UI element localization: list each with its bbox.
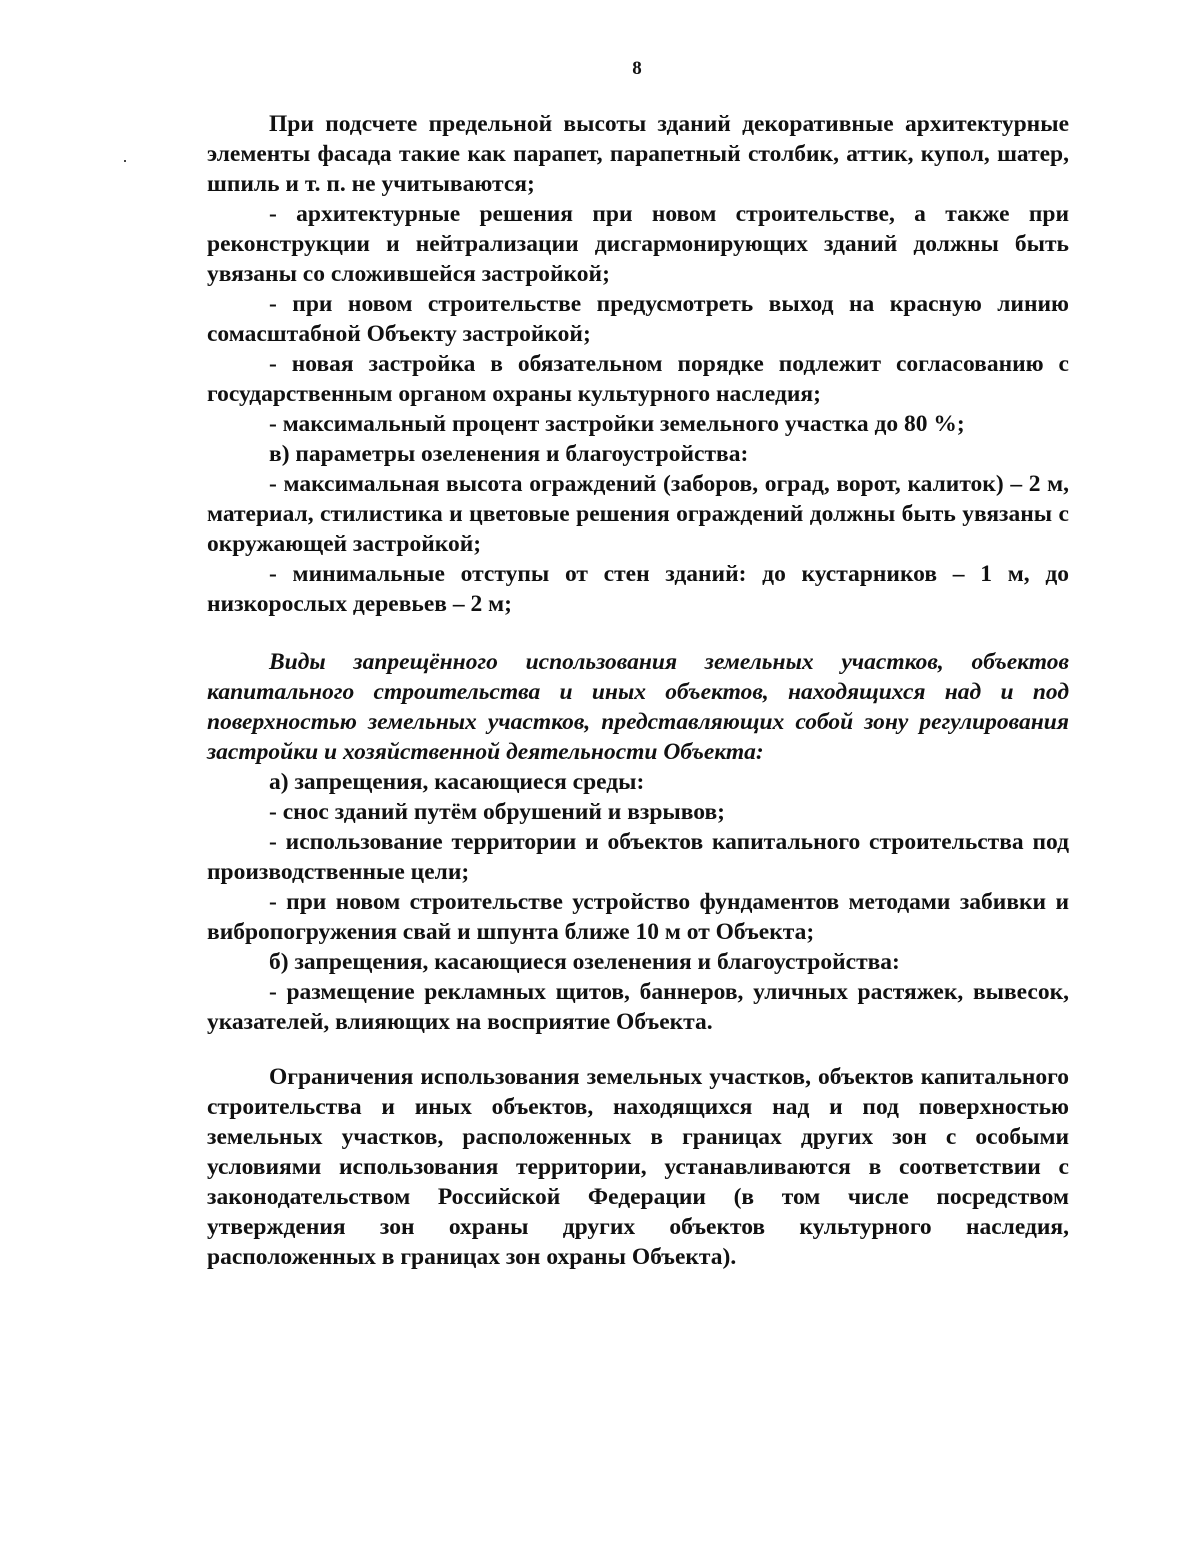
paragraph-environment-prohibitions: а) запрещения, касающиеся среды: — [269, 769, 645, 795]
paragraph-landscaping-heading: в) параметры озеленения и благоустройства: — [269, 441, 749, 467]
paragraph-height-calculation: При подсчете предельной высоты зданий декоративные архитектурные элементы фасада такие как парапет, парапетный столбик, аттик, купол, шатер, шпиль и т. п. не учитываются; — [207, 111, 1069, 197]
prohibited-uses-heading: Виды запрещённого использования земельных участков, объектов капитального строительства и иных объектов, находящихся над и под поверхностью земельных участков, представляющих собой зону регулирования застройки и хозяйственной деятельности Объекта: — [207, 649, 1069, 765]
paragraph-fence-height: - максимальная высота ограждений (заборов, оград, ворот, калиток) – 2 м, материал, стилистика и цветовые решения ограждений должны быть увязаны с окружающей застройкой; — [207, 471, 1069, 557]
section-building-parameters — [207, 109, 1069, 619]
paragraph-other-zones-restrictions: Ограничения использования земельных участков, объектов капитального строительства и иных объектов, находящихся над и под поверхностью земельных участков, расположенных в границах других зон с особыми условиями использования территории, устанавливаются в соответствии с законодательством Российской Федерации (в том числе посредством утверждения зон охраны других объектов культурного наследия, расположенных в границах зон охраны Объекта). — [207, 1064, 1069, 1270]
section-restrictions — [207, 1062, 1069, 1272]
paragraph-landscaping-prohibitions: б) запрещения, касающиеся озеленения и благоустройства: — [269, 949, 900, 975]
paragraph-pile-driving: - при новом строительстве устройство фундаментов методами забивки и вибропогружения свай и шпунта ближе 10 м от Объекта; — [207, 889, 1069, 945]
paragraph-max-coverage: - максимальный процент застройки земельного участка до 80 %; — [269, 411, 965, 437]
paragraph-industrial-use: - использование территории и объектов капитального строительства под производственные цели; — [207, 829, 1069, 885]
paragraph-min-setbacks: - минимальные отступы от стен зданий: до кустарников – 1 м, до низкорослых деревьев – 2 м; — [207, 561, 1069, 617]
section-prohibited-uses — [207, 647, 1069, 1037]
page-number: 8 — [632, 58, 642, 79]
paragraph-new-building-approval: - новая застройка в обязательном порядке подлежит согласованию с государственным органом охраны культурного наследия; — [207, 351, 1069, 407]
paragraph-red-line: - при новом строительстве предусмотреть выход на красную линию сомасштабной Объекту застройкой; — [207, 291, 1069, 347]
paragraph-demolition: - снос зданий путём обрушений и взрывов; — [269, 799, 725, 825]
scan-artifact-dot — [124, 160, 126, 162]
paragraph-architectural-solutions: - архитектурные решения при новом строительстве, а также при реконструкции и нейтрализации дисгармонирующих зданий должны быть увязаны со сложившейся застройкой; — [207, 201, 1069, 287]
paragraph-advertising: - размещение рекламных щитов, баннеров, уличных растяжек, вывесок, указателей, влияющих на восприятие Объекта. — [207, 979, 1069, 1035]
